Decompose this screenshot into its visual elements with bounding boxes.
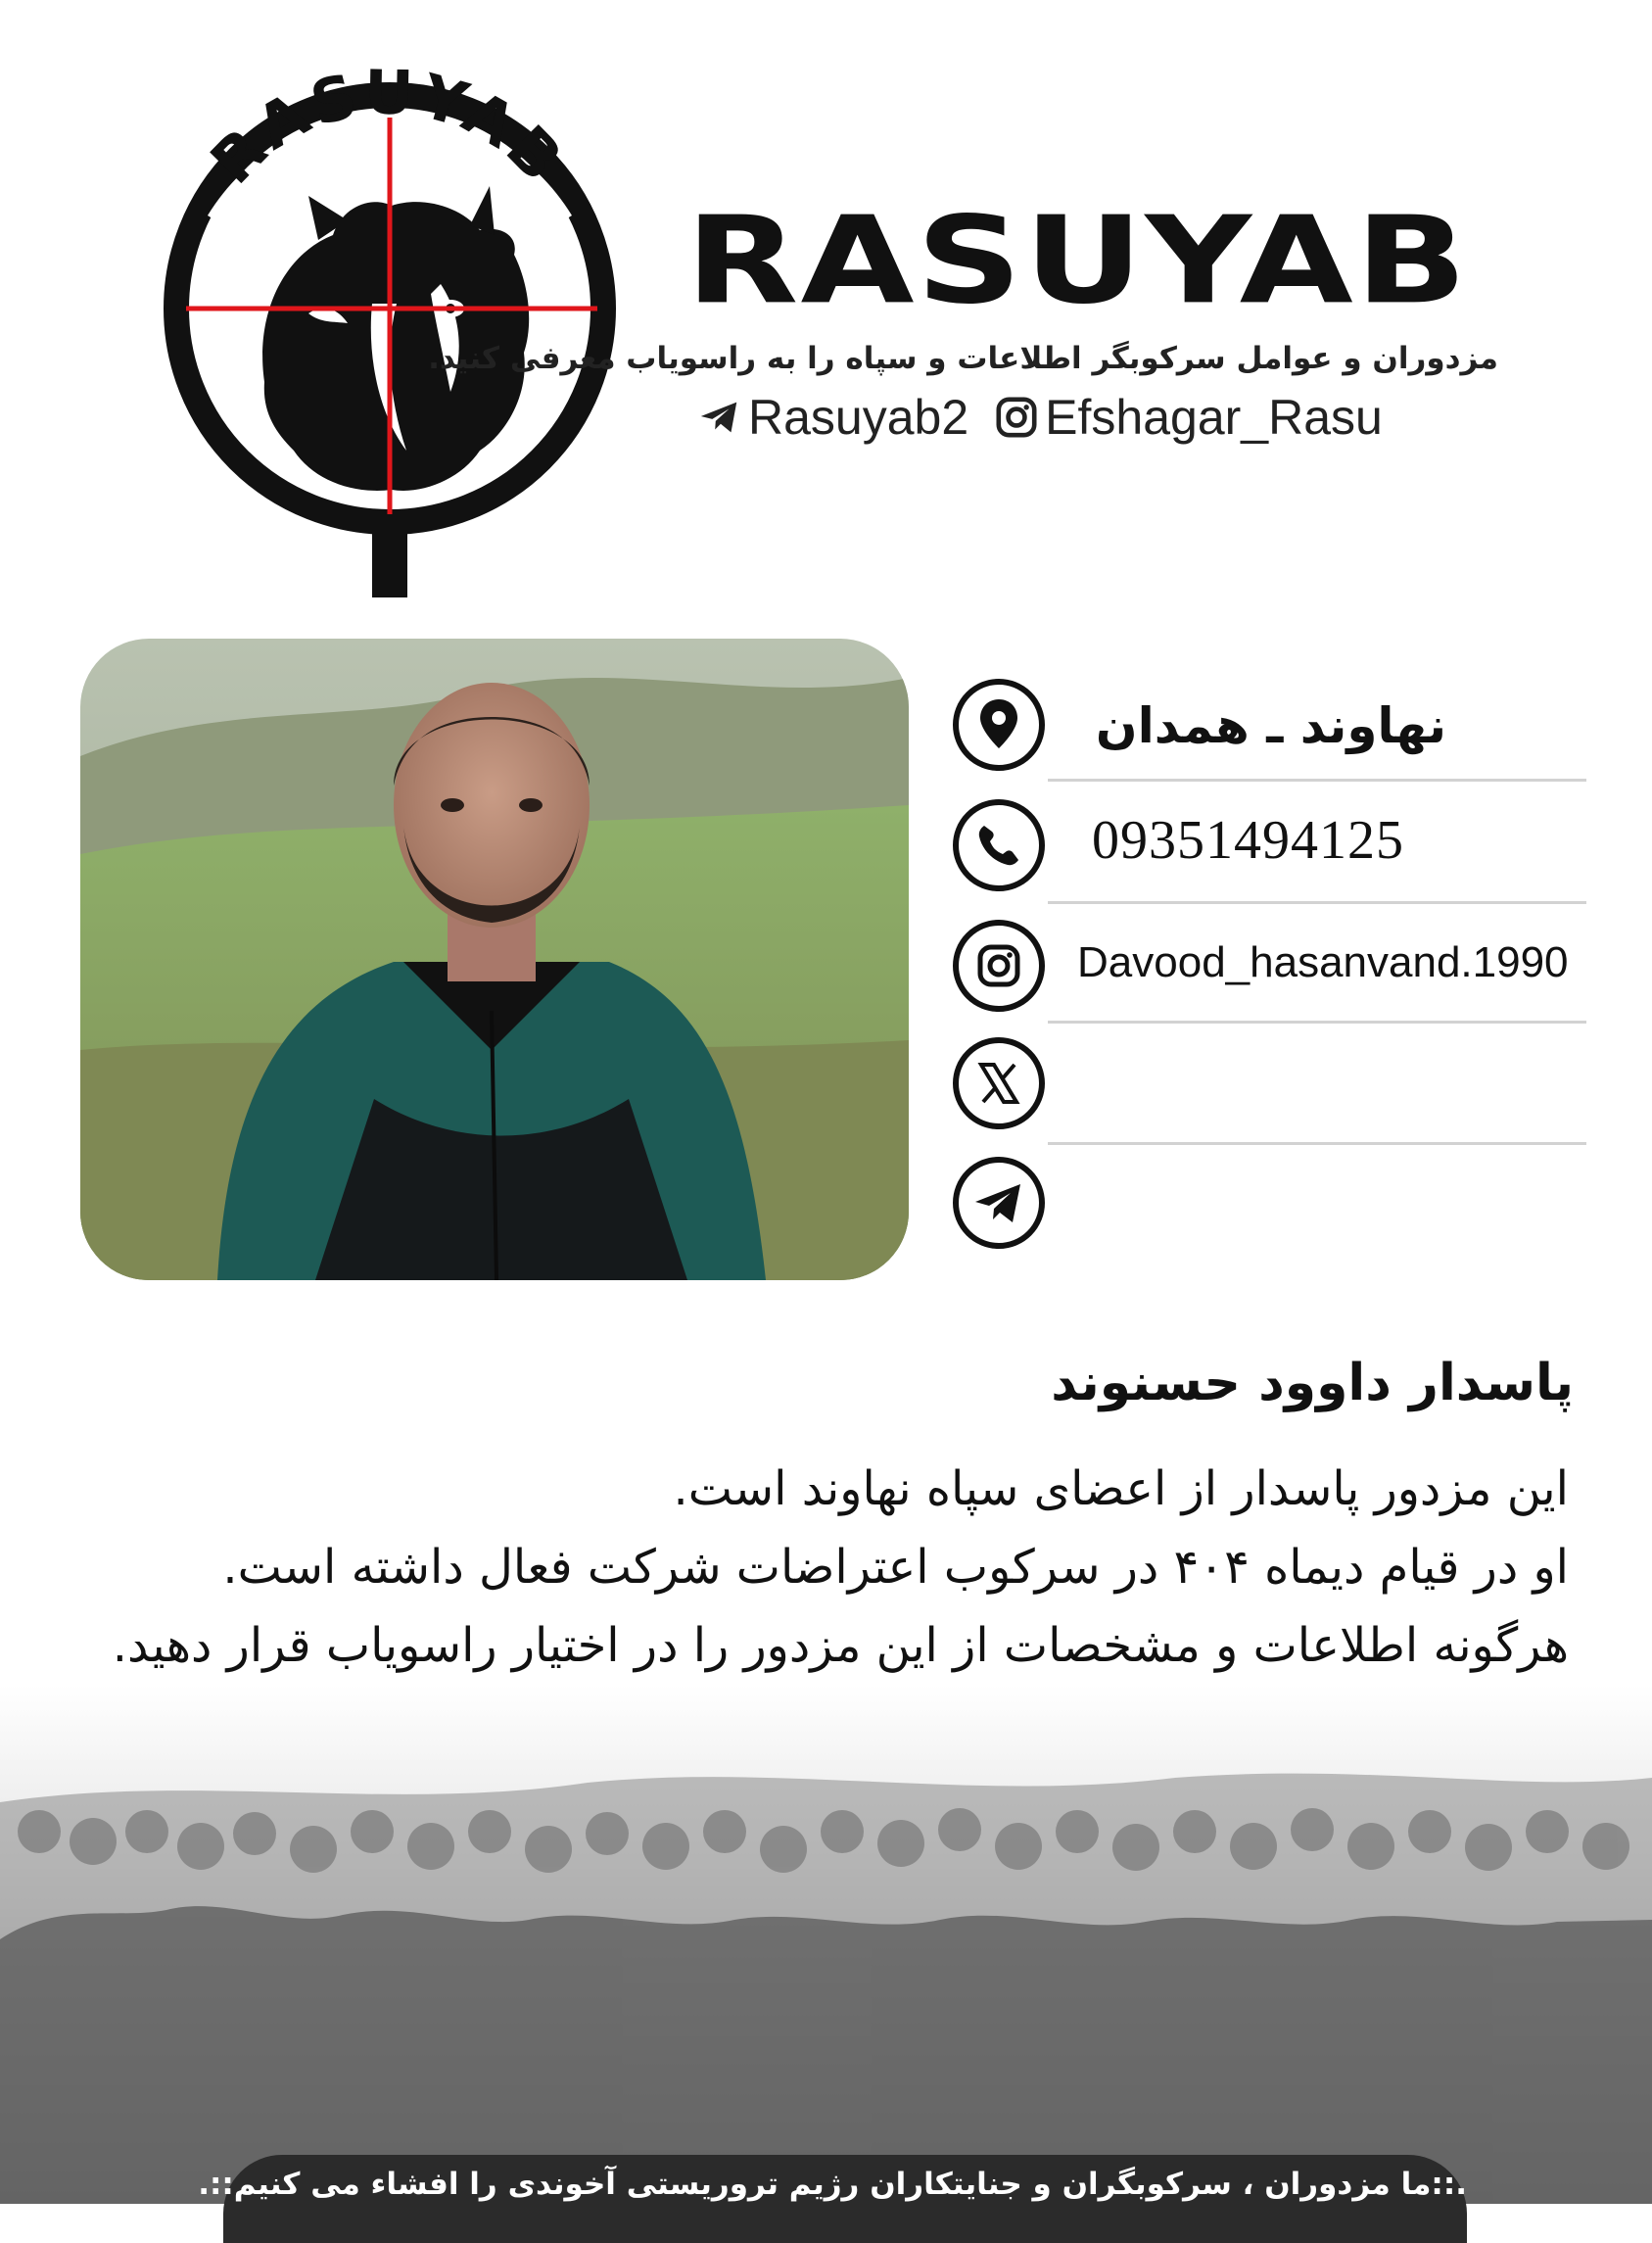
description-line: هرگونه اطلاعات و مشخصات از این مزدور را در اختیار راسویاب قرار دهید. [112, 1618, 1569, 1673]
weasel-silhouette-icon [262, 186, 529, 491]
brand-title: RASUYAB [685, 191, 1470, 331]
divider [1048, 779, 1586, 782]
crowd-background-image [0, 1685, 1652, 2204]
footer-slogan: .::ما مزدوران ، سرکوبگران و جنایتکاران رژیم تروریستی آخوندی را افشاء می کنیم::. [198, 2167, 1467, 2202]
description-line: این مزدور پاسدار از اعضای سپاه نهاوند است. [673, 1461, 1569, 1516]
logo-stem [372, 519, 407, 597]
telegram-handle[interactable]: Rasuyab2 [748, 390, 969, 445]
person-photo [80, 639, 909, 1280]
divider [1048, 901, 1586, 904]
footer-banner [198, 2155, 1467, 2243]
divider [1048, 1142, 1586, 1145]
instagram-account[interactable]: Davood_hasanvand.1990 [1077, 938, 1569, 986]
brand-tagline: مزدوران و عوامل سرکوبگر اطلاعات و سپاه را به راسویاب معرفی کنید. [428, 341, 1498, 376]
location-pin-icon [952, 678, 1046, 772]
telegram-icon [697, 395, 742, 440]
x-logo-icon [952, 1036, 1046, 1130]
rasuyab-logo [137, 59, 646, 607]
logo-ring-text: RASUYAB [197, 59, 579, 198]
brand-handles [697, 388, 1520, 447]
divider [1048, 1021, 1586, 1024]
instagram-icon [952, 919, 1046, 1013]
description-line: او در قیام دیماه ۴۰۴ در سرکوب اعتراضات شرکت فعال داشته است. [222, 1540, 1569, 1595]
telegram-icon [952, 1156, 1046, 1250]
location-text: نهاوند ـ همدان [1095, 697, 1446, 754]
instagram-handle[interactable]: Efshagar_Rasu [1045, 390, 1383, 445]
phone-number[interactable]: 09351494125 [1092, 810, 1404, 871]
person-name: پاسدار داوود حسنوند [1051, 1354, 1574, 1412]
instagram-icon [994, 395, 1039, 440]
phone-icon [952, 798, 1046, 892]
